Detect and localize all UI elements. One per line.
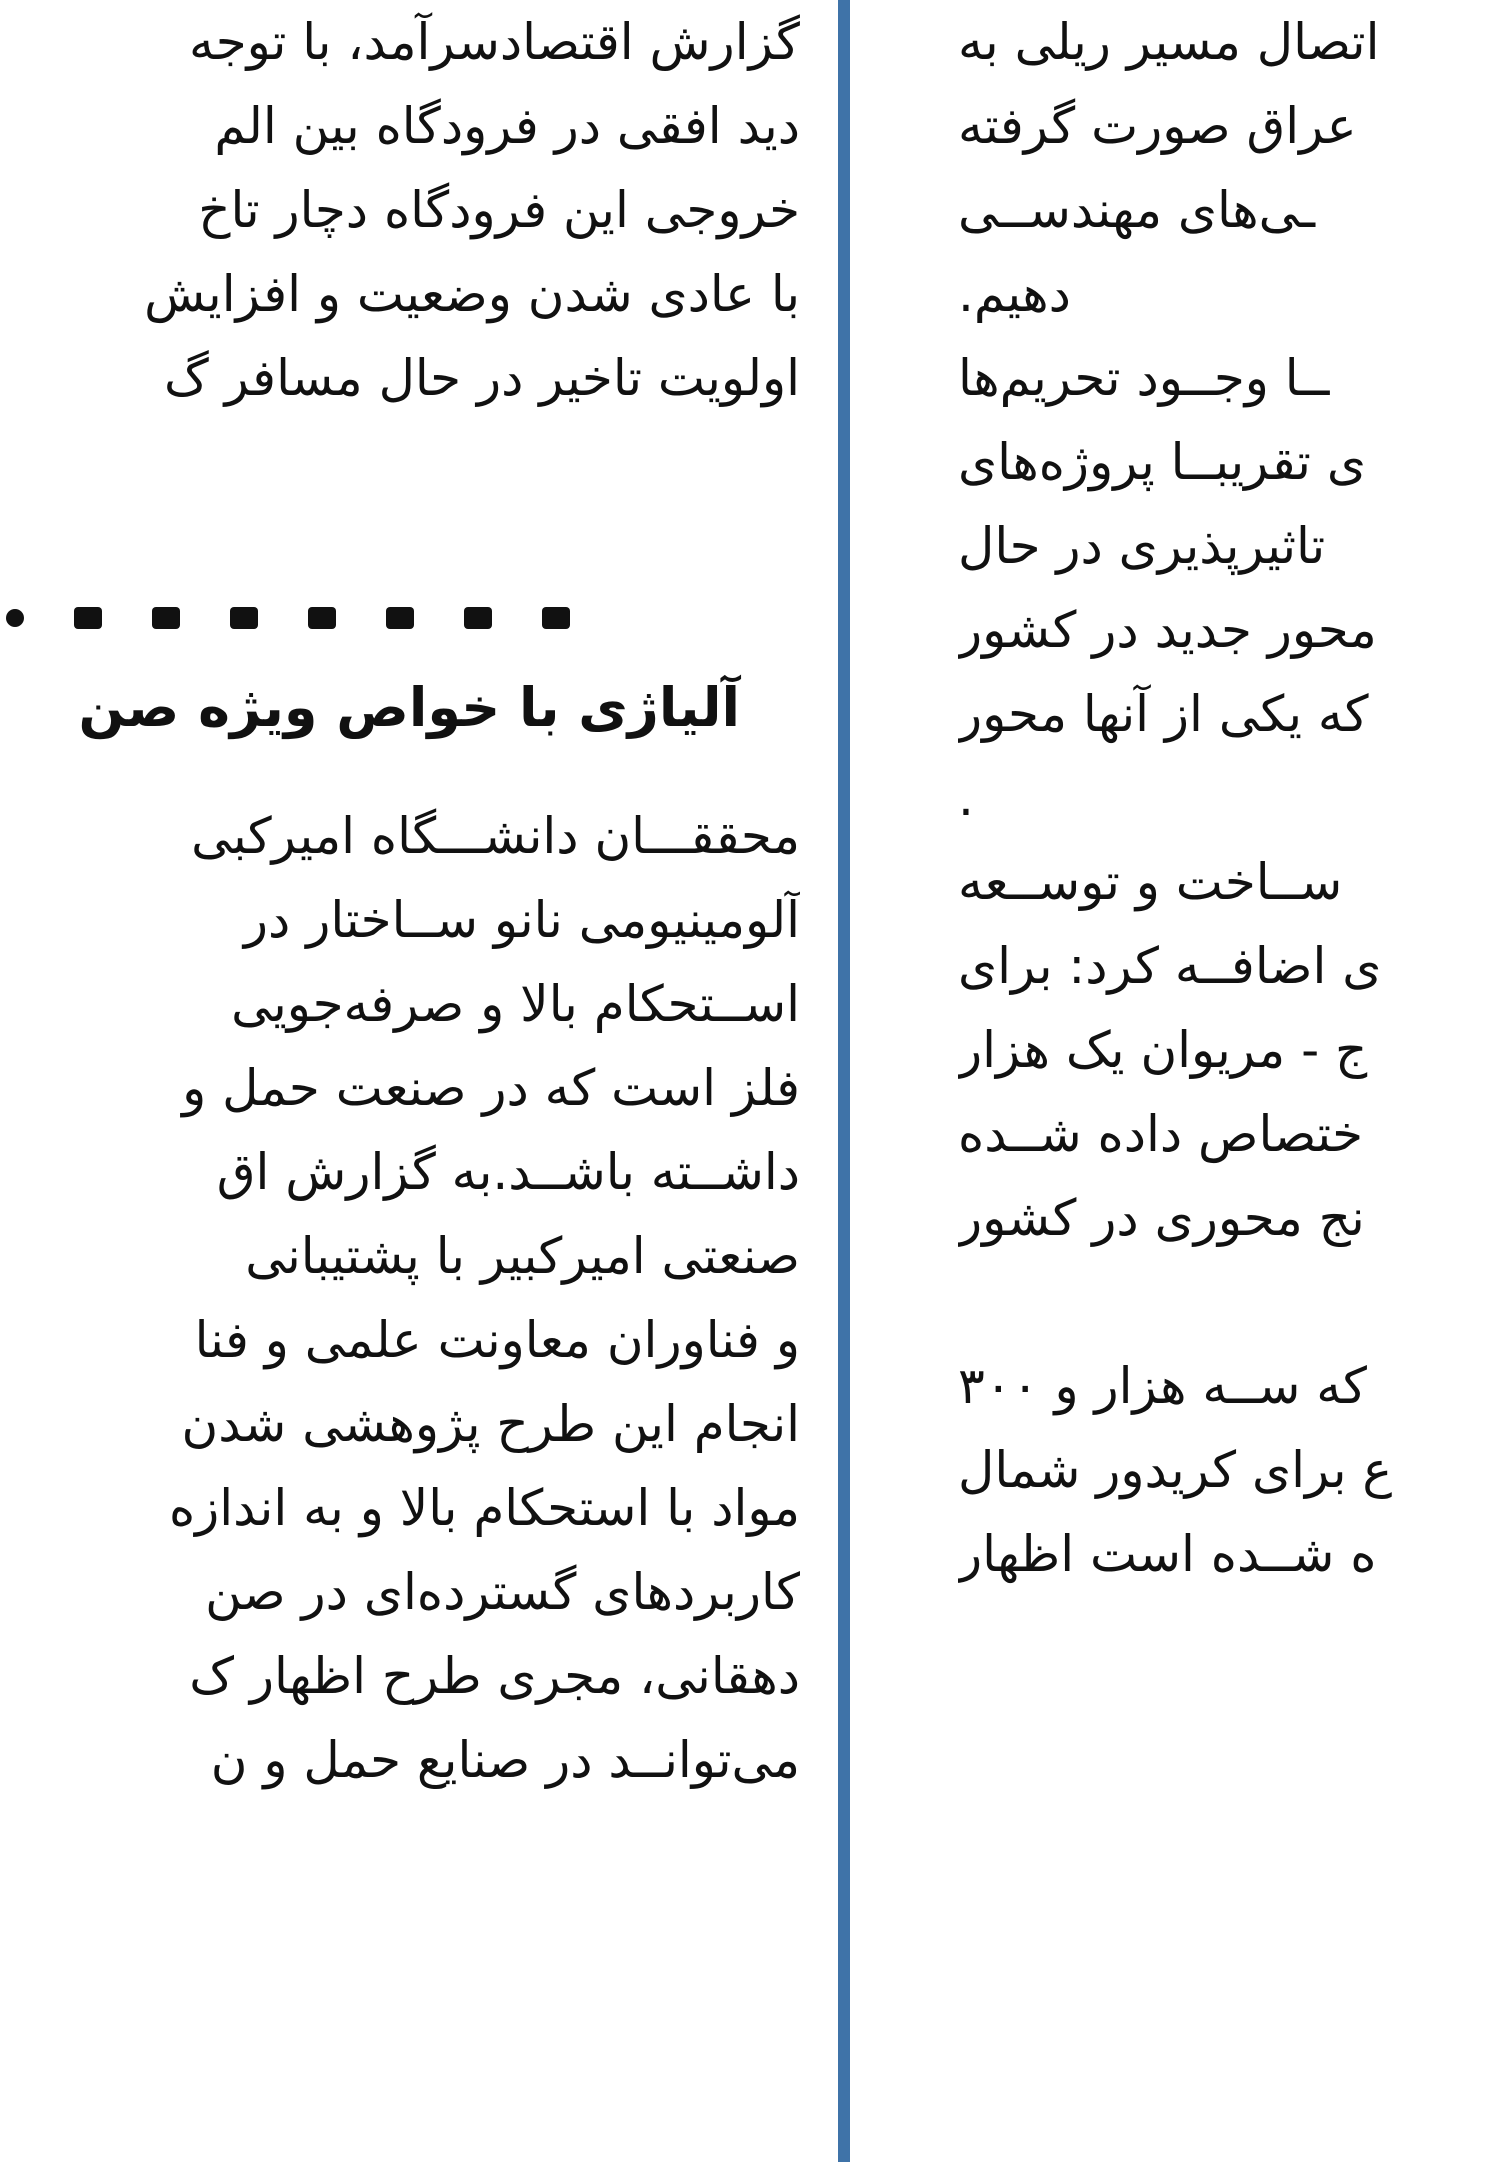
right-line-18: ع برای کریدور شمال (958, 1441, 1393, 1499)
right-line-11: ســاخت و توســعه (958, 853, 1343, 911)
left-body-line-3: اســتحکام بالا و صرفه‌جویی (231, 975, 800, 1033)
separator-dot (464, 607, 492, 629)
right-column (958, 0, 1500, 2162)
left-body-line-9: مواد با استحکام بالا و به اندازه (168, 1479, 800, 1537)
left-line-5: اولویت تاخیر در حال مسافر گ (163, 349, 800, 407)
left-body-line-5: داشــته باشــد.به گزارش اق (216, 1143, 800, 1201)
left-body-line-11: دهقانی، مجری طرح اظهار ک (189, 1647, 800, 1705)
left-line-3: خروجی این فرودگاه دچار تاخ (198, 181, 800, 239)
separator-dot (6, 609, 24, 627)
section-separator-dots (6, 598, 570, 638)
right-line-10: . (958, 769, 974, 827)
right-line-3: ـی‌های مهندســی (958, 181, 1315, 239)
left-body-line-10: کاربردهای گسترده‌ای در صن (205, 1563, 800, 1621)
left-body-line-7: و فناوران معاونت علمی و فنا (194, 1311, 800, 1369)
right-line-14: ختصاص داده شــده (958, 1105, 1364, 1163)
right-line-6: ی تقریبــا پروژه‌های (958, 433, 1366, 491)
left-body-line-1: محققـــان دانشـــگاه امیرکبی (191, 807, 800, 865)
left-line-1: گزارش اقتصادسرآمد، با توجه (188, 13, 800, 71)
right-line-19: ه شــده است اظهار (958, 1525, 1377, 1583)
left-line-4: با عادی شدن وضعیت و افزایش (144, 265, 800, 323)
article-headline: آلیاژی با خواص ویژه صن (78, 676, 740, 739)
right-line-7: تاثیرپذیری در حال (958, 517, 1326, 575)
left-body-line-6: صنعتی امیرکبیر با پشتیبانی (245, 1227, 800, 1285)
left-body-line-12: می‌توانــد در صنایع حمل و ن (210, 1731, 800, 1789)
right-line-12: ی اضافــه کرد: برای (958, 937, 1382, 995)
right-line-13: ج - مریوان یک هزار (958, 1021, 1368, 1079)
left-body-line-2: آلومینیومی نانو ســاختار در (243, 891, 800, 949)
right-line-15: نج محوری در کشور (958, 1189, 1365, 1247)
separator-dot (386, 607, 414, 629)
separator-dot (74, 607, 102, 629)
right-line-4: دهیم. (958, 265, 1071, 323)
right-line-8: محور جدید در کشور (958, 601, 1377, 659)
left-body-line-4: فلز است که در صنعت حمل و (182, 1059, 800, 1117)
right-line-9: که یکی از آنها محور (958, 685, 1369, 743)
left-body-line-8: انجام این طرح پژوهشی شدن (181, 1395, 800, 1453)
right-line-1: اتصال مسیر ریلی به (958, 13, 1380, 71)
left-line-2: دید افقی در فرودگاه بین الم (214, 97, 800, 155)
right-line-2: عراق صورت گرفته (958, 97, 1357, 155)
column-divider (838, 0, 850, 2162)
separator-dot (542, 607, 570, 629)
separator-dot (230, 607, 258, 629)
right-line-5: ــا وجــود تحریم‌ها (958, 349, 1330, 407)
separator-dot (152, 607, 180, 629)
right-line-17: که ســه هزار و ۳۰۰ (958, 1357, 1367, 1415)
separator-dot (308, 607, 336, 629)
